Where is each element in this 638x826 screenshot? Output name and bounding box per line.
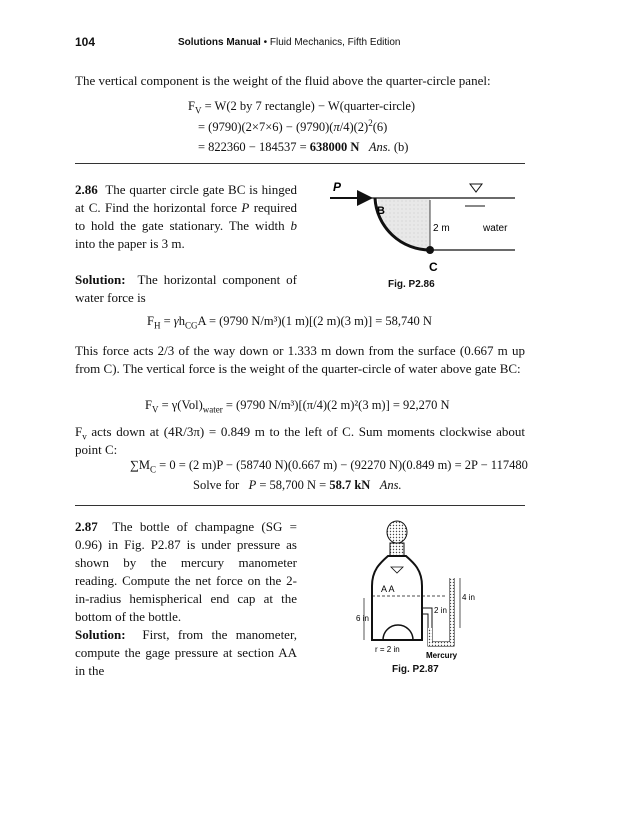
eq-vertical-force: $F_V = \gamma(Vol)_{water} = (9790$ N/m³)[(π/4)(2 m)²(3 m)] = 92,270 N bbox=[145, 398, 450, 415]
mercury-left bbox=[428, 628, 432, 646]
header-bullet: • bbox=[263, 37, 268, 48]
label-water: water bbox=[483, 223, 508, 234]
problem-2-86-para3: $F_v$ acts down at (4R/3π) = 0.849 m to the left of C. Sum moments clockwise about point C: bbox=[75, 424, 525, 457]
running-header bbox=[178, 37, 400, 48]
bottle-body bbox=[372, 556, 422, 640]
label-p: P bbox=[333, 180, 342, 194]
label-b: B bbox=[377, 205, 385, 217]
label-radius: r = 2 in bbox=[375, 645, 400, 654]
label-4in: 4 in bbox=[462, 593, 475, 602]
intro-eq2: = $(9790)(2\times 7\times 6) - (9790)(\pi/4)(2)^2(6)$ bbox=[198, 117, 388, 134]
problem-2-87-text: 2.87 The bottle of champagne (SG = 0.96) in Fig. P2.87 is under pressure as shown by the mercury manometer reading. Compute the net force on the 2-in-radius hemispherical end cap at the bottom of the bottle. bbox=[75, 519, 297, 624]
label-6in: 6 in bbox=[356, 614, 369, 623]
problem-2-87-solution-intro: Solution: First, from the manometer, compute the gage pressure at section AA in the bbox=[75, 627, 298, 678]
label-2in: 2 in bbox=[434, 606, 447, 615]
header-title-rest: Fluid Mechanics, Fifth Edition bbox=[269, 37, 401, 48]
label-2m: 2 m bbox=[433, 223, 450, 234]
figure-p2-87-caption: Fig. P2.87 bbox=[392, 664, 439, 675]
header-title-bold: Solutions Manual bbox=[178, 37, 261, 48]
problem-2-86-text: 2.86 The quarter circle gate BC is hinged at C. Find the horizontal force P required to hold the gate stationary. The width b into the paper is 3 m. bbox=[75, 182, 297, 251]
intro-eq1: $F_V = W(2$ by 7 rectangle) − W(quarter-circle) bbox=[188, 99, 416, 116]
mercury-right bbox=[450, 578, 454, 646]
label-c: C bbox=[429, 260, 438, 274]
eq-solve-for: Solve for P = 58,700 N = 58.7 kN Ans. bbox=[193, 478, 402, 492]
eq-horizontal-force: $F_H = \gamma h_{CG}A = (9790$ N/m³)(1 m)[(2 m)(3 m)] = 58,740 N bbox=[147, 314, 432, 331]
label-aa: A A bbox=[381, 584, 395, 594]
section-divider bbox=[75, 163, 525, 164]
surface-marker-icon bbox=[470, 184, 482, 192]
problem-2-86-solution-intro: Solution: The horizontal component of water force is bbox=[75, 272, 297, 305]
intro-eq3: = 822360 − 184537 = 638000 N Ans. (b) bbox=[198, 140, 409, 154]
bottle-neck bbox=[390, 543, 404, 556]
hinge-c bbox=[426, 246, 434, 254]
figure-p2-86 bbox=[325, 180, 525, 280]
figure-p2-86-caption: Fig. P2.86 bbox=[388, 279, 435, 290]
section-divider-2 bbox=[75, 505, 525, 506]
problem-2-86-para2: This force acts 2/3 of the way down or 1.333 m down from the surface (0.667 m up from C). The vertical force is the weight of the quarter-circle of water above gate BC: bbox=[75, 343, 525, 376]
figure-p2-87 bbox=[350, 518, 480, 663]
eq-moment-sum: $\sum M_C = 0 = (2$ m)P − (58740 N)(0.667 m) − (92270 N)(0.849 m) = 2P − 117480 bbox=[130, 458, 528, 475]
cork bbox=[387, 521, 407, 543]
label-mercury: Mercury bbox=[426, 651, 458, 660]
intro-text: The vertical component is the weight of the fluid above the quarter-circle panel: bbox=[75, 73, 491, 88]
mercury-bottom bbox=[432, 642, 450, 646]
page-number: 104 bbox=[75, 35, 96, 49]
